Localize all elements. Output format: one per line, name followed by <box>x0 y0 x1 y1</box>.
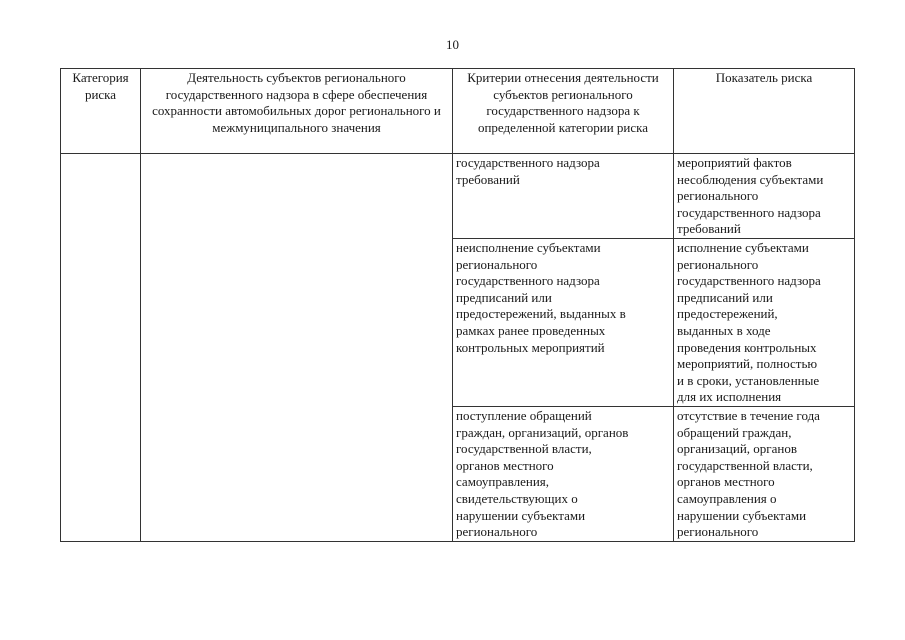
risk-category-cell <box>61 154 141 542</box>
header-activity: Деятельность субъектов регионального государственного надзора в сфере обеспечения сохранности автомобильных дорог регионального и межмуниципального значения <box>141 69 453 154</box>
header-risk-category: Категория риска <box>61 69 141 154</box>
indicator-cell: отсутствие в течение года обращений граждан, организаций, органов государственной власти, органов местного самоуправления о нарушении субъектами регионального <box>674 407 855 542</box>
header-criteria: Критерии отнесения деятельности субъектов регионального государственного надзора к определенной категории риска <box>453 69 674 154</box>
table-row <box>61 154 855 239</box>
indicator-cell: мероприятий фактов несоблюдения субъектами регионального государственного надзора требований <box>674 154 855 239</box>
indicator-cell: исполнение субъектами регионального государственного надзора предписаний или предостережений, выданных в ходе проведения контрольных мероприятий, полностью и в сроки, установленные для их исполнения <box>674 239 855 407</box>
risk-criteria-table <box>60 68 855 542</box>
criteria-cell: поступление обращений граждан, организаций, органов государственной власти, органов местного самоуправления, свидетельствующих о нарушении субъектами регионального <box>453 407 674 542</box>
activity-cell <box>141 154 453 542</box>
header-risk-indicator: Показатель риска <box>674 69 855 154</box>
criteria-cell: государственного надзора требований <box>453 154 674 239</box>
page-number: 10 <box>446 37 459 52</box>
criteria-cell: неисполнение субъектами регионального государственного надзора предписаний или предостережений, выданных в рамках ранее проведенных контрольных мероприятий <box>453 239 674 407</box>
table-header-row <box>61 69 855 154</box>
